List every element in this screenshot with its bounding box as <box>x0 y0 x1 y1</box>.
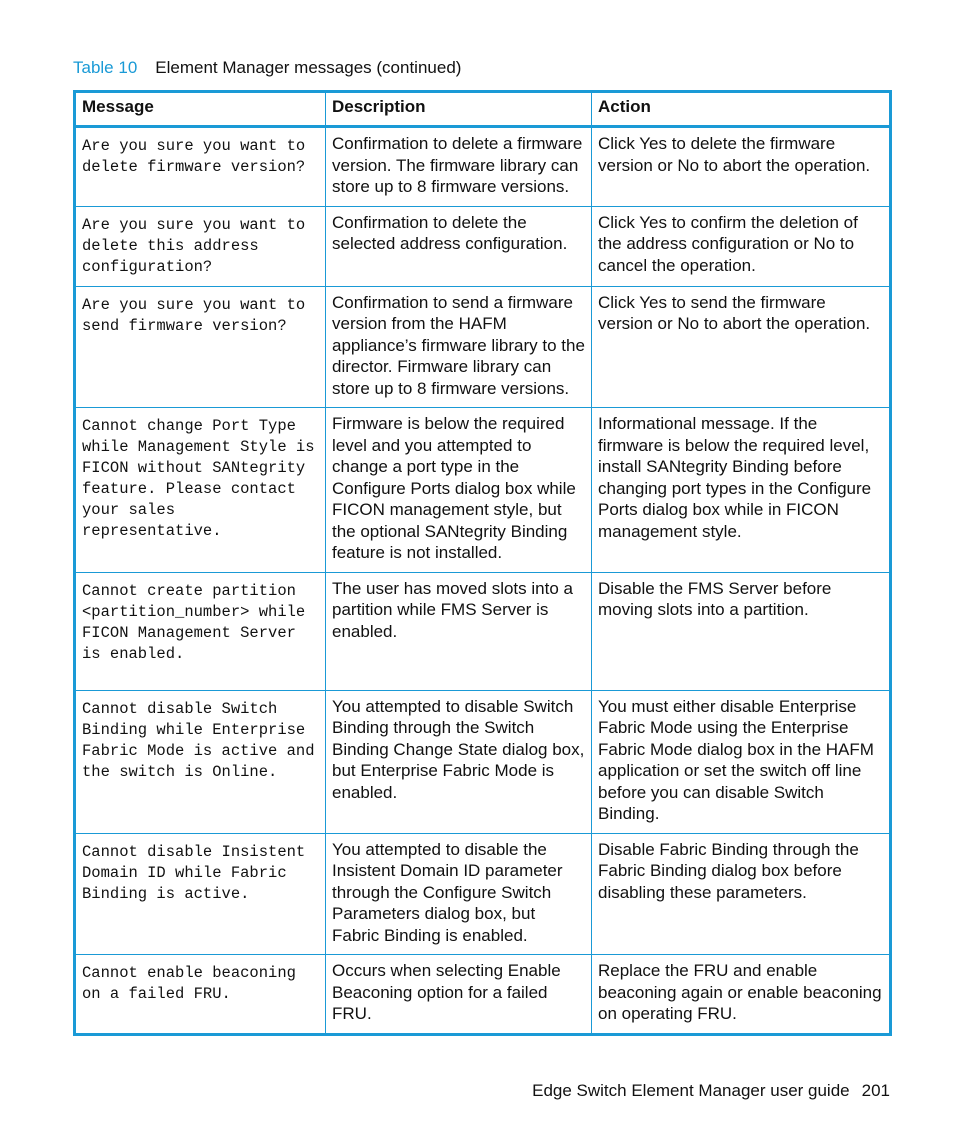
guide-title: Edge Switch Element Manager user guide <box>532 1081 850 1100</box>
description-cell: Confirmation to send a firmware version from the HAFM appliance’s firmware library to the director. Firmware library can store up to 8 firmware versions. <box>326 286 592 408</box>
table-header-row <box>75 92 891 127</box>
action-cell: Click Yes to confirm the deletion of the address configuration or No to cancel the operation. <box>592 206 891 286</box>
message-cell: Are you sure you want to send firmware version? <box>75 286 326 408</box>
action-cell: Click Yes to delete the firmware version or No to abort the operation. <box>592 127 891 207</box>
message-cell: Cannot enable beaconing on a failed FRU. <box>75 955 326 1035</box>
description-cell: Confirmation to delete a firmware version. The firmware library can store up to 8 firmware versions. <box>326 127 592 207</box>
action-cell: Replace the FRU and enable beaconing again or enable beaconing on operating FRU. <box>592 955 891 1035</box>
description-cell: Confirmation to delete the selected address configuration. <box>326 206 592 286</box>
table-number: Table 10 <box>73 58 138 77</box>
description-cell: The user has moved slots into a partition while FMS Server is enabled. <box>326 572 592 690</box>
table-row <box>75 572 891 690</box>
description-cell: Firmware is below the required level and you attempted to change a port type in the Configure Ports dialog box while FICON management style, but the optional SANtegrity Binding feature is not installed. <box>326 408 592 573</box>
message-cell: Are you sure you want to delete this address configuration? <box>75 206 326 286</box>
table-title: Element Manager messages (continued) <box>155 58 462 77</box>
action-cell: Click Yes to send the firmware version or No to abort the operation. <box>592 286 891 408</box>
message-cell: Cannot create partition <partition_number> while FICON Management Server is enabled. <box>75 572 326 690</box>
action-cell: Informational message. If the firmware is below the required level, install SANtegrity Binding before changing port types in the Configure Ports dialog box while in FICON management style. <box>592 408 891 573</box>
table-row <box>75 127 891 207</box>
message-cell: Cannot disable Switch Binding while Enterprise Fabric Mode is active and the switch is Online. <box>75 690 326 833</box>
column-header-message: Message <box>75 92 326 127</box>
page-number: 201 <box>861 1081 890 1100</box>
description-cell: You attempted to disable the Insistent Domain ID parameter through the Configure Switch Parameters dialog box, but Fabric Binding is enabled. <box>326 833 592 955</box>
table-row <box>75 408 891 573</box>
message-cell: Cannot change Port Type while Management Style is FICON without SANtegrity feature. Please contact your sales representative. <box>75 408 326 573</box>
action-cell: You must either disable Enterprise Fabric Mode using the Enterprise Fabric Mode dialog box in the HAFM application or set the switch off line before you can disable Switch Binding. <box>592 690 891 833</box>
description-cell: Occurs when selecting Enable Beaconing option for a failed FRU. <box>326 955 592 1035</box>
table-caption <box>73 58 461 78</box>
column-header-action: Action <box>592 92 891 127</box>
table-row <box>75 690 891 833</box>
column-header-description: Description <box>326 92 592 127</box>
description-cell: You attempted to disable Switch Binding through the Switch Binding Change State dialog box, but Enterprise Fabric Mode is enabled. <box>326 690 592 833</box>
table-row <box>75 206 891 286</box>
messages-table <box>73 90 892 1036</box>
action-cell: Disable Fabric Binding through the Fabric Binding dialog box before disabling these parameters. <box>592 833 891 955</box>
table-row <box>75 955 891 1035</box>
action-cell: Disable the FMS Server before moving slots into a partition. <box>592 572 891 690</box>
table-row <box>75 286 891 408</box>
page-footer <box>532 1081 890 1101</box>
table-row <box>75 833 891 955</box>
message-cell: Are you sure you want to delete firmware version? <box>75 127 326 207</box>
message-cell: Cannot disable Insistent Domain ID while Fabric Binding is active. <box>75 833 326 955</box>
